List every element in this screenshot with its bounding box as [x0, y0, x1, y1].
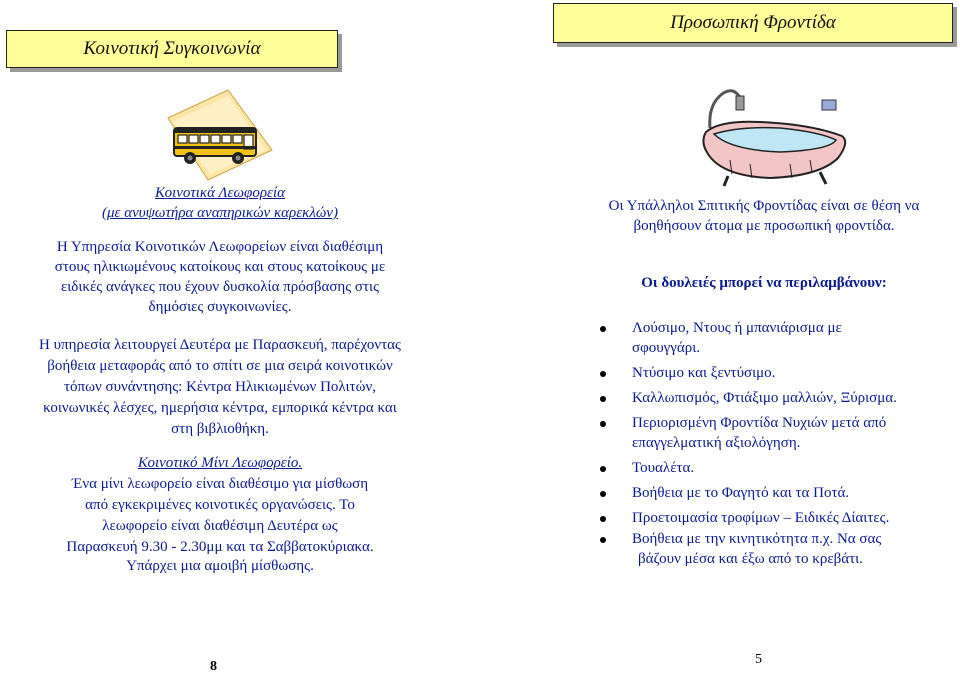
text-line: ειδικές ανάγκες που έχουν δυσκολία πρόσβασης στις — [60, 279, 380, 295]
bullet-icon — [600, 516, 606, 522]
left-page-number: 8 — [210, 659, 217, 674]
text-line: βοήθεια μεταφοράς από το σπίτι σε μια σειρά κοινοτικών — [47, 358, 393, 374]
text-line: Περιορισμένη Φροντίδα Νυχιών μετά από — [632, 415, 887, 431]
bullet-icon — [600, 396, 606, 402]
school-bus-icon — [160, 88, 275, 183]
text-line: από εγκεκριμένες κοινοτικές οργανώσεις. Το — [85, 497, 355, 513]
text-line: Βοήθεια με την κινητικότητα π.χ. Να σας — [632, 531, 882, 547]
text-line: κοινωνικές λέσχες, ημερήσια κέντρα, εμπορικά κέντρα και — [43, 400, 397, 416]
bus-section-title: Κοινοτικά Λεωφορεία — [155, 185, 285, 201]
text-line: Λούσιμο, Ντους ή μπανιάρισμα με — [632, 320, 842, 336]
bullet-icon — [600, 421, 606, 427]
text-line: βάζουν μέσα και έξω από το κρεβάτι. — [638, 551, 863, 567]
right-banner-title: Προσωπική Φροντίδα — [670, 12, 836, 33]
text-line: δημόσιες συγκοινωνίες. — [148, 299, 292, 315]
bus-description — [0, 237, 440, 317]
text-line: τόπων συνάντησης: Κέντρα Ηλικιωμένων Πολιτών, — [64, 379, 376, 395]
text-line: Βοήθεια με το Φαγητό και τα Ποτά. — [632, 485, 850, 501]
list-item — [598, 388, 950, 408]
bus-service-details — [0, 335, 440, 440]
bullet-icon — [600, 537, 606, 543]
care-intro — [578, 196, 950, 236]
tasks-heading: Οι δουλειές μπορεί να περιλαμβάνουν: — [641, 275, 887, 291]
bathtub-icon — [700, 80, 850, 188]
text-line: λεωφορείο είναι διαθέσιμη Δευτέρα ως — [102, 518, 338, 534]
text-line: Παρασκευή 9.30 - 2.30μμ και τα Σαββατοκύριακα. — [66, 539, 374, 555]
right-page-number: 5 — [755, 652, 762, 667]
bullet-icon — [600, 371, 606, 377]
text-line: Η Υπηρεσία Κοινοτικών Λεωφορείων είναι διαθέσιμη — [56, 239, 384, 255]
text-line: σφουγγάρι. — [632, 340, 701, 356]
bus-section-subtitle: (με ανυψωτήρα αναπηρικών καρεκλών) — [102, 205, 338, 221]
text-line: βοηθήσουν άτομα με προσωπική φροντίδα. — [633, 218, 895, 234]
bus-section-heading — [0, 183, 440, 223]
text-line: Προετοιμασία τροφίμων – Ειδικές Δίαιτες. — [632, 510, 890, 526]
text-line: στους ηλικιωμένους κατοίκους και στους κατοίκους με — [54, 259, 386, 275]
text-line: στη βιβλιοθήκη. — [171, 421, 269, 437]
bullet-icon — [600, 466, 606, 472]
list-item — [598, 529, 950, 569]
text-line: Ντύσιμο και ξεντύσιμο. — [632, 365, 776, 381]
bullet-icon — [600, 491, 606, 497]
minibus-section — [0, 453, 440, 558]
tasks-list — [598, 318, 950, 569]
left-banner-title: Κοινοτική Συγκοινωνία — [83, 38, 261, 59]
text-line: Τουαλέτα. — [632, 460, 695, 476]
list-item — [598, 458, 950, 478]
list-item — [598, 508, 950, 528]
right-banner — [553, 3, 953, 43]
text-line: Ένα μίνι λεωφορείο είναι διαθέσιμο για μίσθωση — [71, 476, 369, 492]
fee-note: Υπάρχει μια αμοιβή μίσθωσης. — [126, 558, 314, 574]
text-line: Η υπηρεσία λειτουργεί Δευτέρα με Παρασκευή, παρέχοντας — [39, 337, 401, 353]
text-line: Οι Υπάλληλοι Σπιτικής Φροντίδας είναι σε θέση να — [608, 198, 920, 214]
text-line: Καλλωπισμός, Φτιάξιμο μαλλιών, Ξύρισμα. — [632, 390, 897, 406]
left-banner — [6, 30, 338, 68]
list-item — [598, 318, 950, 358]
list-item — [598, 413, 950, 453]
minibus-title: Κοινοτικό Μίνι Λεωφορείο. — [137, 455, 303, 471]
text-line: επαγγελματική αξιολόγηση. — [632, 435, 801, 451]
list-item — [598, 483, 950, 503]
bullet-icon — [600, 326, 606, 332]
list-item — [598, 363, 950, 383]
